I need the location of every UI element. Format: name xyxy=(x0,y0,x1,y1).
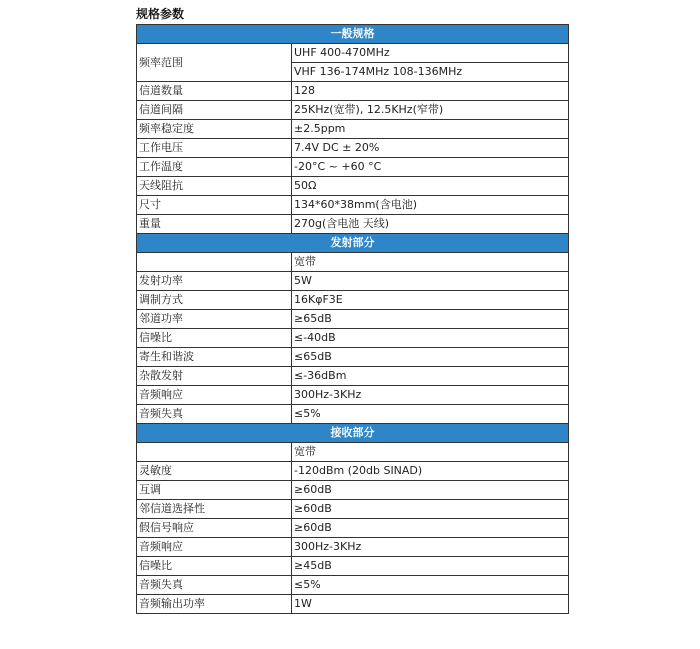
table-row xyxy=(137,177,569,196)
section-header-row xyxy=(137,234,569,253)
param-label: 邻信道选择性 xyxy=(137,500,292,519)
param-label: 音频输出功率 xyxy=(137,595,292,614)
param-label: 发射功率 xyxy=(137,272,292,291)
table-row xyxy=(137,367,569,386)
param-value: ±2.5ppm xyxy=(292,120,569,139)
param-value: 7.4V DC ± 20% xyxy=(292,139,569,158)
table-row xyxy=(137,500,569,519)
table-row xyxy=(137,196,569,215)
table-row xyxy=(137,120,569,139)
param-label: 信噪比 xyxy=(137,329,292,348)
param-value: 1W xyxy=(292,595,569,614)
table-row xyxy=(137,538,569,557)
section-header: 一般规格 xyxy=(137,25,569,44)
param-value: ≤65dB xyxy=(292,348,569,367)
param-label: 音频失真 xyxy=(137,405,292,424)
table-row xyxy=(137,595,569,614)
table-row xyxy=(137,215,569,234)
param-value: 5W xyxy=(292,272,569,291)
param-value: 300Hz-3KHz xyxy=(292,386,569,405)
param-label: 邻道功率 xyxy=(137,310,292,329)
param-value: ≥65dB xyxy=(292,310,569,329)
param-value: 134*60*38mm(含电池) xyxy=(292,196,569,215)
param-value: ≤5% xyxy=(292,405,569,424)
param-value: ≥45dB xyxy=(292,557,569,576)
param-label: 音频响应 xyxy=(137,386,292,405)
sub-header-row xyxy=(137,253,569,272)
param-value: 300Hz-3KHz xyxy=(292,538,569,557)
param-value: -20°C ~ +60 °C xyxy=(292,158,569,177)
table-row xyxy=(137,44,569,63)
param-value: 25KHz(宽带), 12.5KHz(窄带) xyxy=(292,101,569,120)
param-value: UHF 400-470MHz xyxy=(292,44,569,63)
param-label: 调制方式 xyxy=(137,291,292,310)
table-row xyxy=(137,405,569,424)
table-row xyxy=(137,557,569,576)
param-label: 天线阻抗 xyxy=(137,177,292,196)
param-label: 音频失真 xyxy=(137,576,292,595)
param-value: VHF 136-174MHz 108-136MHz xyxy=(292,63,569,82)
sub-header-blank xyxy=(137,443,292,462)
section-header-row xyxy=(137,25,569,44)
table-row xyxy=(137,462,569,481)
table-row xyxy=(137,139,569,158)
table-row xyxy=(137,82,569,101)
sub-header-blank xyxy=(137,253,292,272)
param-value: ≤-40dB xyxy=(292,329,569,348)
param-label: 信噪比 xyxy=(137,557,292,576)
param-label: 频率稳定度 xyxy=(137,120,292,139)
page-title: 规格参数 xyxy=(136,7,185,21)
param-value: 128 xyxy=(292,82,569,101)
param-label: 工作温度 xyxy=(137,158,292,177)
param-value: ≥60dB xyxy=(292,500,569,519)
param-label: 重量 xyxy=(137,215,292,234)
spec-table xyxy=(136,24,569,614)
param-value: ≤-36dBm xyxy=(292,367,569,386)
param-label: 频率范围 xyxy=(137,44,292,82)
section-header: 接收部分 xyxy=(137,424,569,443)
table-row xyxy=(137,519,569,538)
section-header: 发射部分 xyxy=(137,234,569,253)
sub-header: 宽带 xyxy=(292,443,569,462)
param-value: 270g(含电池 天线) xyxy=(292,215,569,234)
spec-table-body xyxy=(137,25,569,614)
param-value: -120dBm (20db SINAD) xyxy=(292,462,569,481)
table-row xyxy=(137,576,569,595)
section-header-row xyxy=(137,424,569,443)
param-label: 信道间隔 xyxy=(137,101,292,120)
param-value: 50Ω xyxy=(292,177,569,196)
param-value: ≥60dB xyxy=(292,481,569,500)
param-label: 音频响应 xyxy=(137,538,292,557)
param-label: 工作电压 xyxy=(137,139,292,158)
table-row xyxy=(137,386,569,405)
param-label: 假信号响应 xyxy=(137,519,292,538)
table-row xyxy=(137,272,569,291)
param-value: ≤5% xyxy=(292,576,569,595)
table-row xyxy=(137,348,569,367)
table-row xyxy=(137,158,569,177)
param-label: 寄生和谐波 xyxy=(137,348,292,367)
table-row xyxy=(137,101,569,120)
param-label: 杂散发射 xyxy=(137,367,292,386)
table-row xyxy=(137,329,569,348)
param-label: 信道数量 xyxy=(137,82,292,101)
table-row xyxy=(137,481,569,500)
table-row xyxy=(137,310,569,329)
param-label: 灵敏度 xyxy=(137,462,292,481)
param-label: 互调 xyxy=(137,481,292,500)
param-label: 尺寸 xyxy=(137,196,292,215)
sub-header-row xyxy=(137,443,569,462)
param-value: ≥60dB xyxy=(292,519,569,538)
table-row xyxy=(137,291,569,310)
sub-header: 宽带 xyxy=(292,253,569,272)
param-value: 16KφF3E xyxy=(292,291,569,310)
